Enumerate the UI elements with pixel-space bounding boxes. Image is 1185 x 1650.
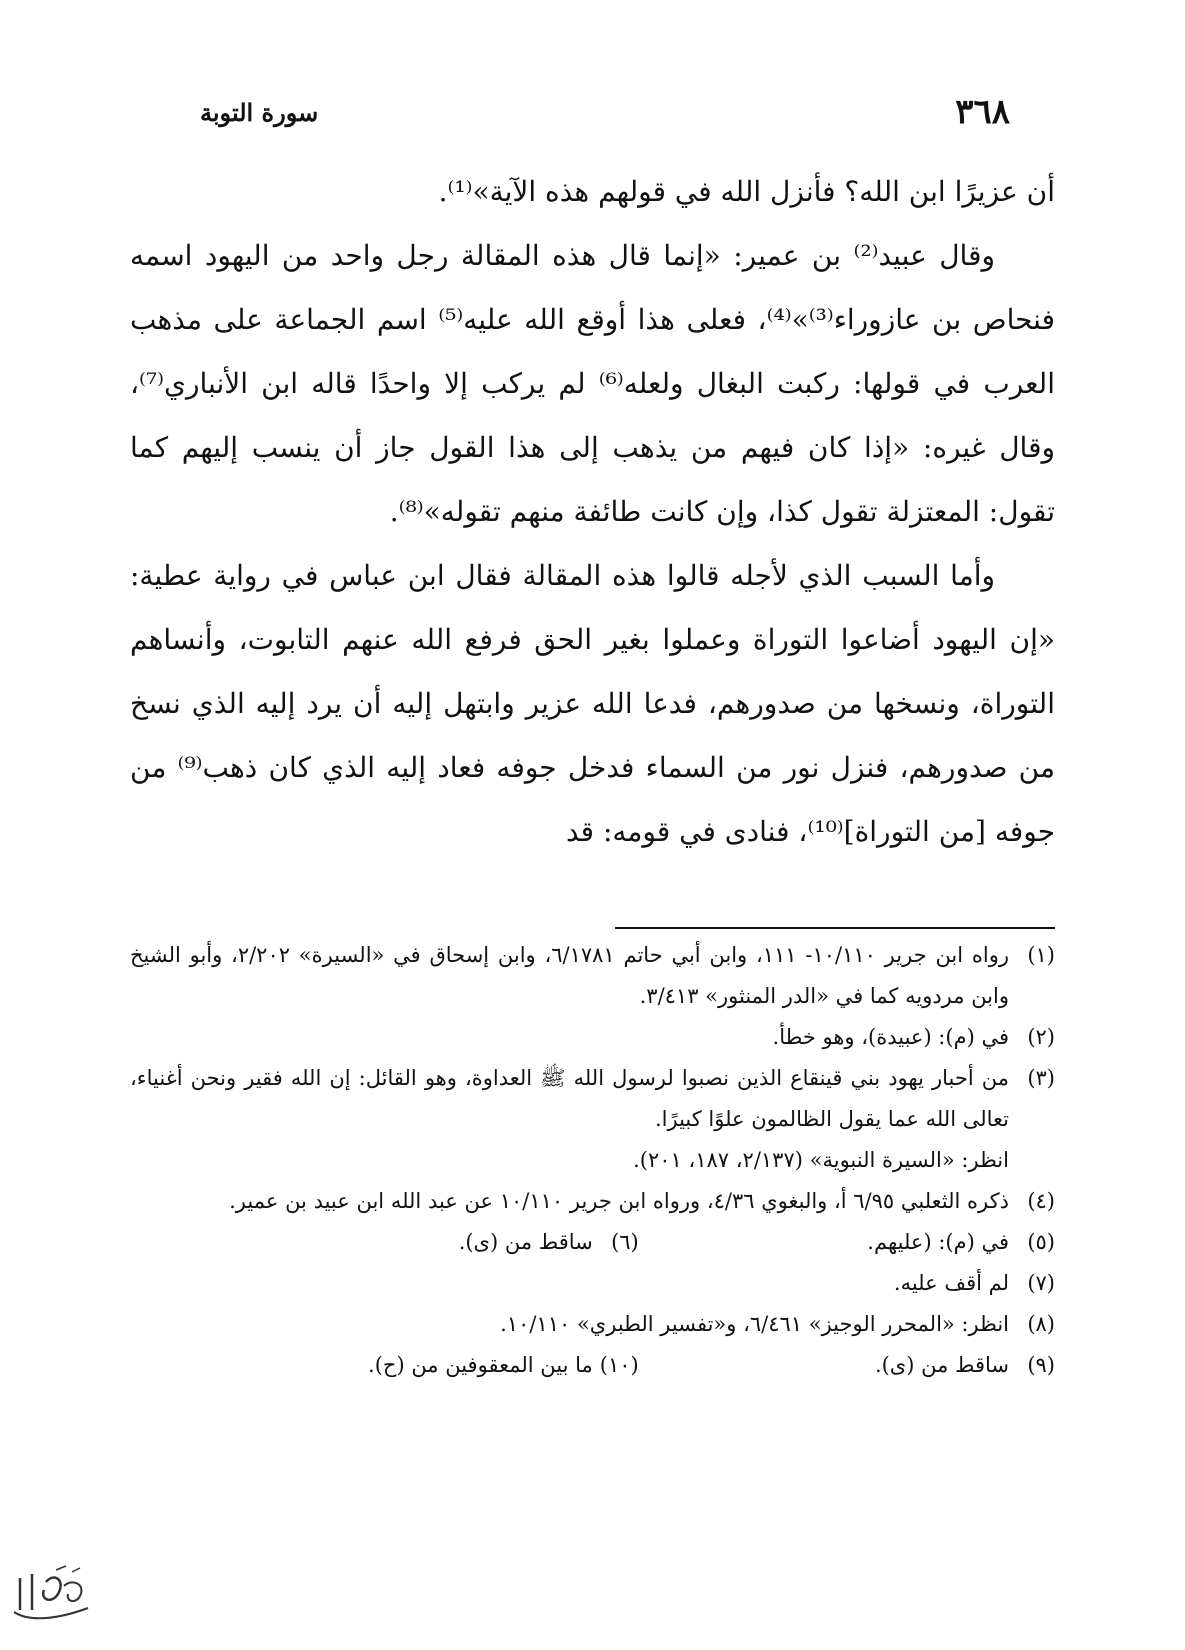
footnote-row-9-10	[130, 1345, 1055, 1386]
footnote-number: (٩)	[1027, 1353, 1055, 1377]
footnotes	[130, 935, 1055, 1386]
page-header	[200, 92, 1010, 142]
footnote-text: ساقط من (ى).	[874, 1353, 1009, 1377]
footnote-text: من أحبار يهود بني قينقاع الذين نصبوا لرسول الله ﷺ العداوة، وهو القائل: إن الله فقير ونحن أغنياء، تعالى الله عما يقول الظالمون علوًا كبيرًا.	[130, 1066, 1009, 1131]
footnote-7	[130, 1263, 1055, 1304]
footnote-number: (٤)	[1027, 1189, 1055, 1213]
footnote-number: (٦)	[611, 1230, 639, 1254]
footnote-5	[639, 1222, 1055, 1263]
footnote-text: انظر: «المحرر الوجيز» ٦/٤٦١، و«تفسير الطبري» ١٠/١١٠.	[500, 1312, 1009, 1336]
footnote-6	[223, 1222, 639, 1263]
footnote-number: (١)	[1027, 943, 1055, 967]
footnote-1	[130, 935, 1055, 1017]
footnote-3	[130, 1058, 1055, 1181]
footnote-4	[130, 1181, 1055, 1222]
footnote-text: ذكره الثعلبي ٦/٩٥ أ، والبغوي ٤/٣٦، ورواه ابن جرير ١٠/١١٠ عن عبد الله ابن عبيد بن عمير.	[229, 1189, 1009, 1213]
footnote-10	[223, 1345, 639, 1386]
running-title: سورة التوبة	[200, 98, 319, 127]
footnote-text: لم أقف عليه.	[893, 1271, 1009, 1295]
footnote-number: (٣)	[1027, 1066, 1055, 1090]
footnote-row-5-6	[130, 1222, 1055, 1263]
paragraph-1: أن عزيرًا ابن الله؟ فأنزل الله في قولهم هذه الآية»⁽¹⁾.	[438, 175, 1055, 208]
footnote-number: (١٠)	[599, 1353, 639, 1377]
footnote-2	[130, 1017, 1055, 1058]
footnote-text: في (م): (عليهم.	[867, 1230, 1009, 1254]
footnote-8	[130, 1304, 1055, 1345]
footnote-text: في (م): (عبيدة)، وهو خطأ.	[772, 1025, 1009, 1049]
footnote-number: (٢)	[1027, 1025, 1055, 1049]
page-number: ٣٦٨	[955, 92, 1010, 132]
footnote-separator	[615, 927, 1055, 929]
footnote-9	[639, 1345, 1055, 1386]
main-text	[130, 160, 1055, 864]
footnote-text: ما بين المعقوفين من (ح).	[368, 1353, 593, 1377]
footnote-number: (٨)	[1027, 1312, 1055, 1336]
footnote-reference: انظر: «السيرة النبوية» (٢/١٣٧، ١٨٧، ٢٠١).	[633, 1148, 1009, 1172]
footnote-text: رواه ابن جرير ١٠/١١٠- ١١١، وابن أبي حاتم ٦/١٧٨١، وابن إسحاق في «السيرة» ٢/٢٠٢، وأبو الشيخ وابن مردويه كما في «الدر المنثور» ٣/٤١٣.	[130, 943, 1009, 1008]
footnote-number: (٧)	[1027, 1271, 1055, 1295]
footnote-text: ساقط من (ى).	[458, 1230, 593, 1254]
paragraph-2: وقال عبيد⁽²⁾ بن عمير: «إنما قال هذه المقالة رجل واحد من اليهود اسمه فنحاص بن عازوراء⁽³⁾»⁽⁴⁾، فعلى هذا أوقع الله عليه⁽⁵⁾ اسم الجماعة على مذهب العرب في قولها: ركبت البغال ولعله⁽⁶⁾ لم يركب إلا واحدًا قاله ابن الأنباري⁽⁷⁾، وقال غيره: «إذا كان فيهم من يذهب إلى هذا القول جاز أن ينسب إليهم كما تقول: المعتزلة تقول كذا، وإن كانت طائفة منهم تقوله»⁽⁸⁾.	[130, 239, 1056, 528]
paragraph-3: وأما السبب الذي لأجله قالوا هذه المقالة فقال ابن عباس في رواية عطية: «إن اليهود أضاعوا التوراة وعملوا بغير الحق فرفع الله عنهم التابوت، وأنساهم التوراة، ونسخها من صدورهم، فدعا الله عزير وابتهل إليه أن يرد إليه الذي نسخ من صدورهم، فنزل نور من السماء فدخل جوفه فعاد إليه الذي كان ذهب⁽⁹⁾ من جوفه [من التوراة]⁽¹⁰⁾، فنادى في قومه: قد	[130, 559, 1055, 848]
footnote-number: (٥)	[1027, 1230, 1055, 1254]
calligraphy-seal	[6, 1560, 96, 1630]
